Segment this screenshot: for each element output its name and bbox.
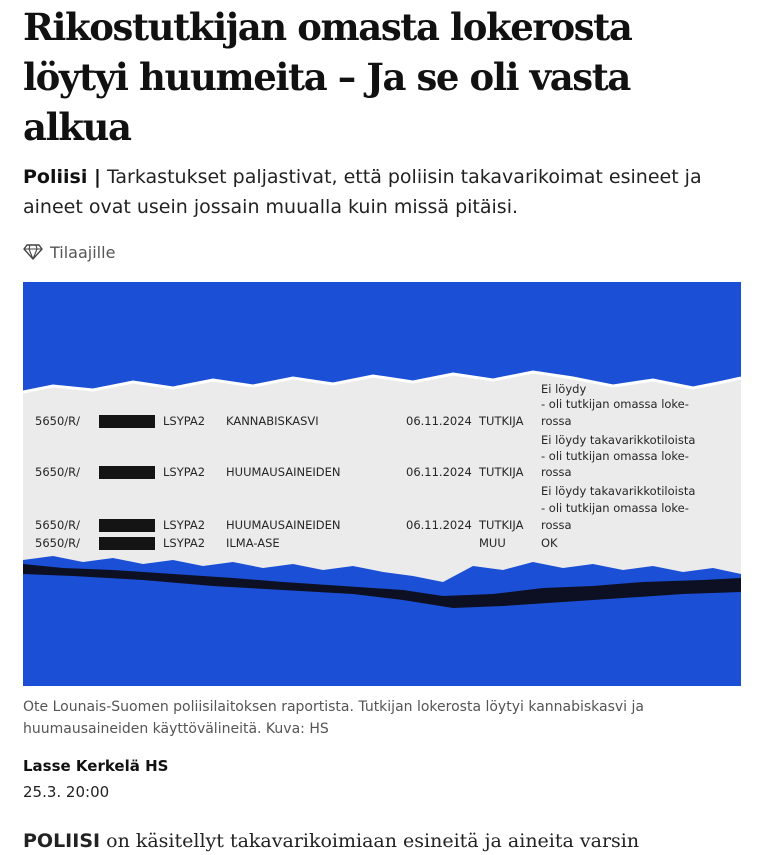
section-label[interactable]: Poliisi | xyxy=(23,166,101,188)
redaction-bar xyxy=(99,537,155,550)
row-note: rossa xyxy=(541,518,572,532)
row-code: 5650/R/ xyxy=(35,536,81,550)
row-status: TUTKIJA xyxy=(479,518,524,532)
article-image[interactable] xyxy=(23,282,741,686)
row-unit: LSYPA2 xyxy=(163,518,206,532)
row-note: - oli tutkijan omassa loke- xyxy=(541,449,689,463)
redaction-bar xyxy=(99,466,155,479)
row-date: 06.11.2024 xyxy=(406,518,472,532)
redaction-bar xyxy=(99,519,155,532)
lead-text: Tarkastukset paljastivat, että poliisin takavarikoimat esineet ja aineet ovat usein jossain muualla kuin missä pitäisi. xyxy=(23,166,702,218)
row-note: OK xyxy=(541,536,558,550)
row-unit: LSYPA2 xyxy=(163,414,206,428)
row-code: 5650/R/ xyxy=(35,465,81,479)
row-date: 06.11.2024 xyxy=(406,414,472,428)
body-text-start: on käsitellyt takavarikoimiaan esineitä ja aineita varsin xyxy=(106,830,640,852)
row-status: TUTKIJA xyxy=(479,465,524,479)
subscriber-badge xyxy=(23,240,743,264)
row-item: HUUMAUSAINEIDEN xyxy=(226,518,341,532)
image-caption: Ote Lounais-Suomen poliisilaitoksen raportista. Tutkijan lokerosta löytyi kannabiskasvi ja huumausaineiden käyttövälineitä. Kuva: HS xyxy=(23,699,644,737)
row-date: 06.11.2024 xyxy=(406,465,472,479)
row-note: Ei löydy xyxy=(541,382,587,396)
row-note: - oli tutkijan omassa loke- xyxy=(541,397,689,411)
row-note: Ei löydy takavarikkotiloista xyxy=(541,484,696,498)
headline: Rikostutkijan omasta lokerosta löytyi huumeita – Ja se oli vasta alkua xyxy=(23,5,632,149)
row-item: KANNABISKASVI xyxy=(226,414,319,428)
lead-paragraph xyxy=(23,162,743,222)
row-code: 5650/R/ xyxy=(35,414,81,428)
row-status: TUTKIJA xyxy=(479,414,524,428)
redaction-bar xyxy=(99,415,155,428)
row-item: HUUMAUSAINEIDEN xyxy=(226,465,341,479)
document-excerpt xyxy=(23,282,741,686)
row-note: rossa xyxy=(541,414,572,428)
row-status: MUU xyxy=(479,536,506,550)
author-name[interactable]: Lasse Kerkelä HS xyxy=(23,757,169,775)
byline xyxy=(23,755,743,803)
body-paragraph xyxy=(23,827,743,855)
row-note: - oli tutkijan omassa loke- xyxy=(541,501,689,515)
row-unit: LSYPA2 xyxy=(163,465,206,479)
row-unit: LSYPA2 xyxy=(163,536,206,550)
row-code: 5650/R/ xyxy=(35,518,81,532)
diamond-icon xyxy=(23,244,43,260)
row-note: Ei löydy takavarikkotiloista xyxy=(541,433,696,447)
row-item: ILMA-ASE xyxy=(226,536,280,550)
body-kicker: POLIISI xyxy=(23,830,101,852)
badge-label: Tilaajille xyxy=(50,242,116,262)
publish-date: 25.3. 20:00 xyxy=(23,783,110,801)
article xyxy=(23,0,743,855)
row-note: rossa xyxy=(541,465,572,479)
